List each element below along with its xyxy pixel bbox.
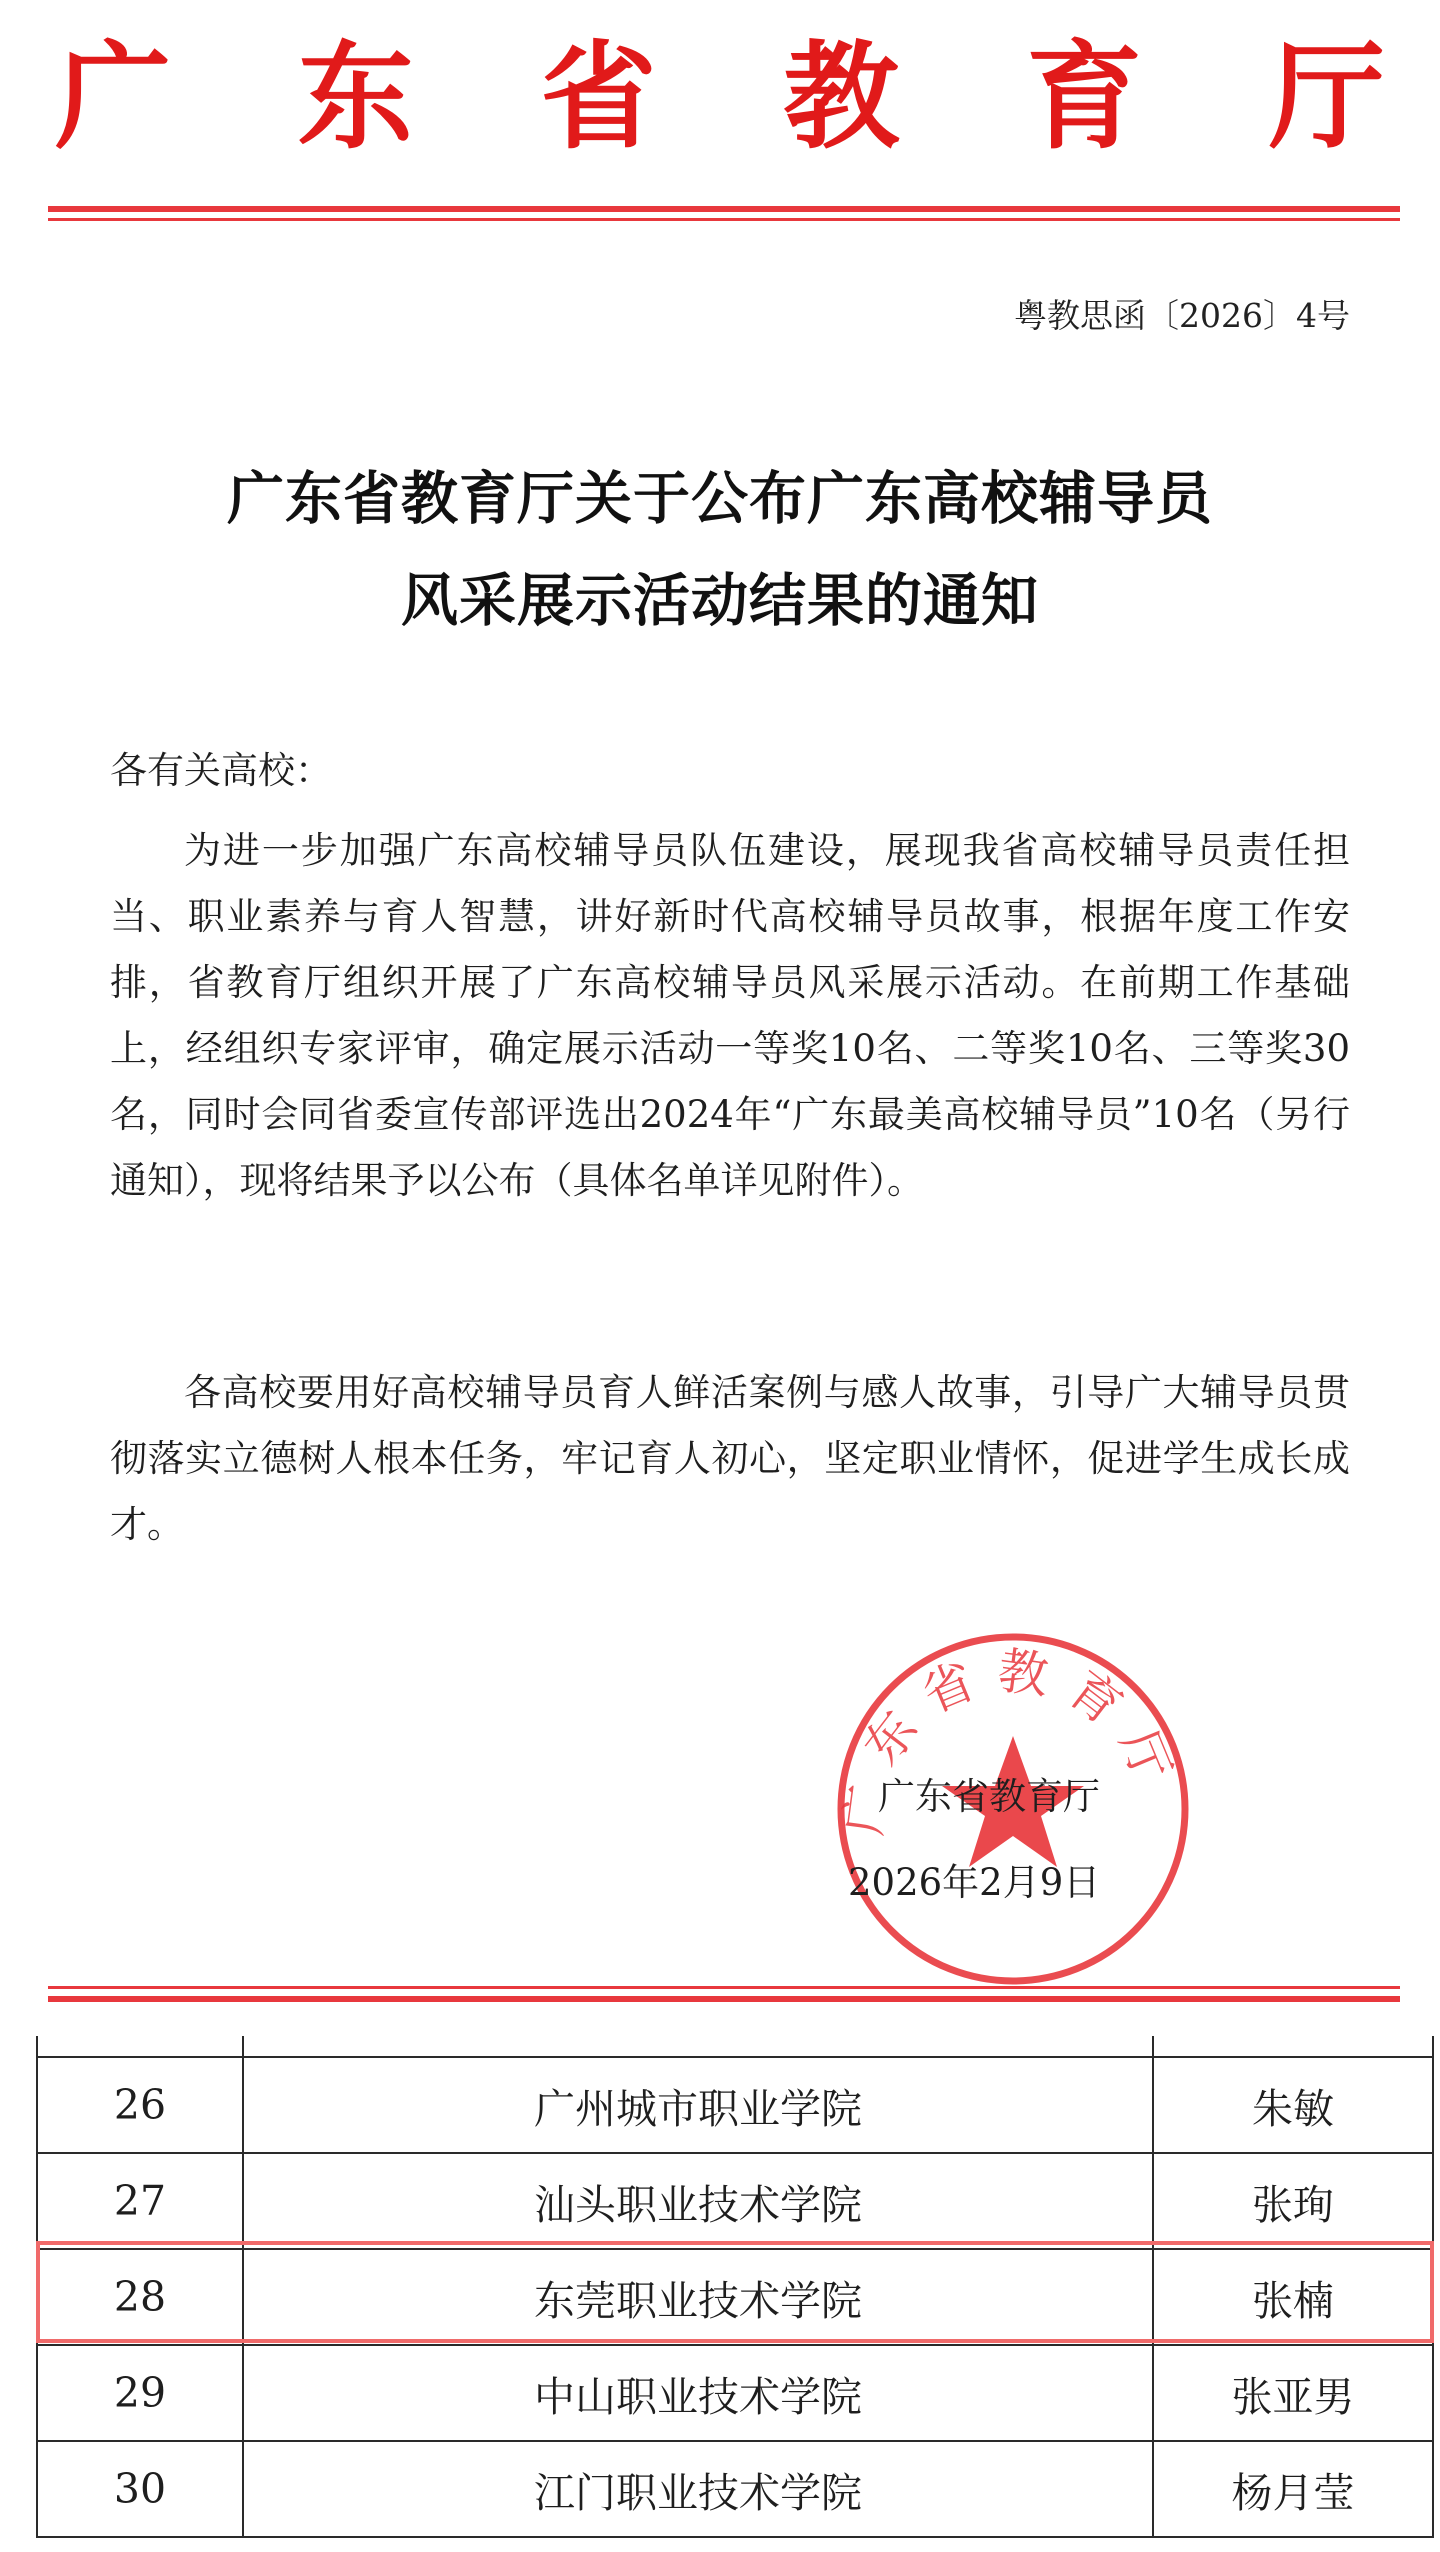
salutation: 各有关高校： — [110, 749, 332, 792]
signature-agency: 广东省教育厅 — [878, 1775, 1100, 1818]
letterhead-char: 省 — [540, 30, 657, 165]
signature-date: 2026年2月9日 — [848, 1861, 1101, 1904]
svg-text:广东省教育厅: 广东省教育厅 — [834, 1641, 1189, 1839]
school-name: 广州城市职业学院 — [243, 2057, 1153, 2153]
body-paragraph-1: 为进一步加强广东高校辅导员队伍建设，展现我省高校辅导员责任担当、职业素养与育人智慧，讲好新时代高校辅导员故事，根据年度工作安排，省教育厅组织开展了广东高校辅导员风采展示活动。在前期工作基础上，经组织专家评审，确定展示活动一等奖10名、二等奖10名、三等奖30名，同时会同省委宣传部评选出2024年“广东最美高校辅导员”10名（另行通知），现将结果予以公布（具体名单详见附件）。 — [110, 829, 1350, 1202]
person-name: 张珣 — [1153, 2153, 1433, 2249]
row-number: 27 — [37, 2153, 243, 2249]
letterhead-char: 教 — [783, 30, 900, 165]
row-number: 28 — [37, 2249, 243, 2345]
letterhead-char: 厅 — [1268, 30, 1385, 165]
table-row — [37, 2345, 1433, 2441]
letterhead-title — [48, 30, 1392, 165]
divider-rule-thin — [48, 1986, 1400, 1989]
body-paragraph-2: 各高校要用好高校辅导员育人鲜活案例与感人故事，引导广大辅导员贯彻落实立德树人根本任务，牢记育人初心，坚定职业情怀，促进学生成长成才。 — [110, 1371, 1350, 1546]
header-rule-thin — [48, 218, 1400, 221]
row-number: 30 — [37, 2441, 243, 2537]
letterhead-char: 东 — [297, 30, 414, 165]
row-number: 26 — [37, 2057, 243, 2153]
school-name: 东莞职业技术学院 — [243, 2249, 1153, 2345]
letterhead-char: 育 — [1026, 30, 1143, 165]
header-rule-thick — [48, 206, 1400, 212]
row-highlight-box — [36, 2241, 1434, 2343]
table-row — [37, 2441, 1433, 2537]
person-name: 朱敏 — [1153, 2057, 1433, 2153]
person-name: 张楠 — [1153, 2249, 1433, 2345]
person-name: 张亚男 — [1153, 2345, 1433, 2441]
table-row-partial — [37, 2036, 1433, 2057]
table-row — [37, 2153, 1433, 2249]
person-name: 杨月莹 — [1153, 2441, 1433, 2537]
school-name: 汕头职业技术学院 — [243, 2153, 1153, 2249]
row-number: 29 — [37, 2345, 243, 2441]
school-name: 中山职业技术学院 — [243, 2345, 1153, 2441]
notice-title-line-2: 风采展示活动结果的通知 — [401, 568, 1039, 634]
document-number: 粤教思函〔2026〕4号 — [1014, 296, 1350, 335]
notice-title-line-1: 广东省教育厅关于公布广东高校辅导员 — [227, 466, 1213, 532]
school-name: 江门职业技术学院 — [243, 2441, 1153, 2537]
divider-rule-thick — [48, 1996, 1400, 2002]
table-row — [37, 2057, 1433, 2153]
letterhead-char: 广 — [55, 30, 171, 165]
